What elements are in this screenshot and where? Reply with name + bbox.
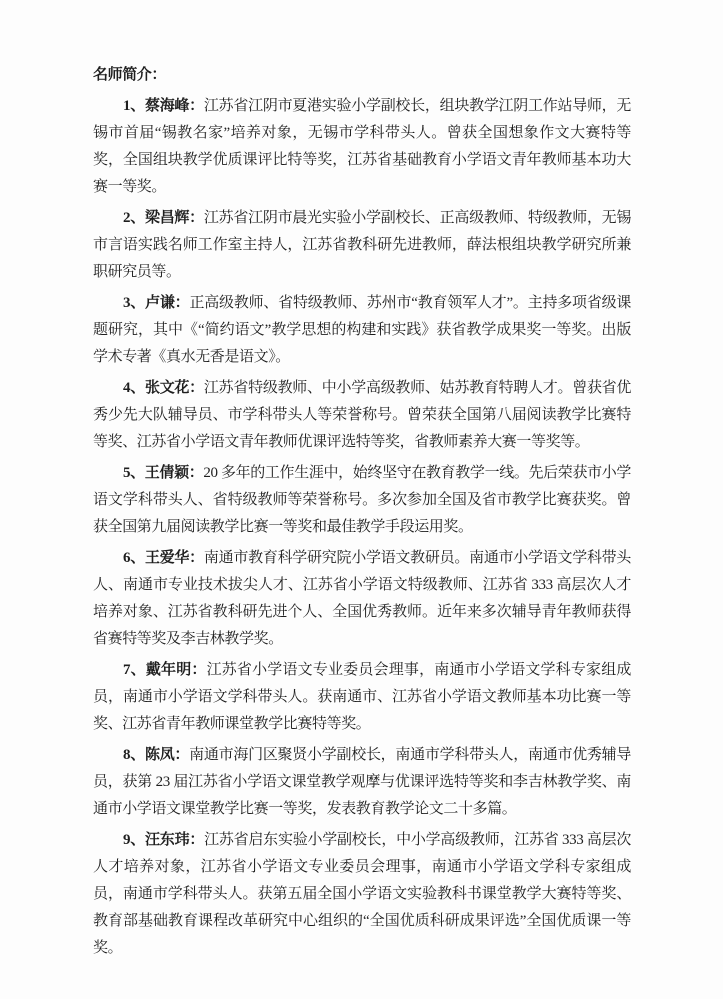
teacher-body-4: 江苏省特级教师、中小学高级教师、姑苏教育特聘人才。曾获省优秀少先大队辅导员、市学科带头人等荣誉称号。曾荣获全国第八届阅读教学比赛特等奖、江苏省小学语文青年教师优课评选特等奖，省教师素养大赛一等奖等。 bbox=[93, 380, 632, 450]
teacher-body-8: 南通市海门区聚贤小学副校长，南通市学科带头人，南通市优秀辅导员，获第 23 届江苏省小学语文课堂教学观摩与优课评选特等奖和李吉林教学奖、南通市小学语文课堂教学比赛一等奖，发表教育教学论文二十多篇。 bbox=[93, 747, 631, 817]
teacher-bio-4 bbox=[93, 375, 631, 456]
teacher-lead-3: 3、卢谦： bbox=[123, 295, 190, 311]
teacher-bio-1 bbox=[93, 93, 631, 201]
teacher-bio-9 bbox=[93, 827, 631, 962]
teacher-bio-3 bbox=[93, 290, 631, 371]
teacher-bio-7 bbox=[93, 657, 631, 738]
teacher-lead-1: 1、蔡海峰： bbox=[123, 98, 204, 114]
teacher-lead-6: 6、王爱华： bbox=[123, 550, 204, 566]
teacher-lead-4: 4、张文花： bbox=[123, 380, 204, 396]
teacher-body-9: 江苏省启东实验小学副校长，中小学高级教师，江苏省 333 高层次人才培养对象，江苏省小学语文专业委员会理事，南通市小学语文学科专家组成员，南通市学科带头人。获第五届全国小学语文实验教科书课堂教学大赛特等奖、教育部基础教育课程改革研究中心组织的“全国优质科研成果评选”全国优质课一等奖。 bbox=[93, 832, 631, 956]
teacher-body-2: 江苏省江阴市晨光实验小学副校长、正高级教师、特级教师，无锡市言语实践名师工作室主持人，江苏省教科研先进教师，薛法根组块教学研究所兼职研究员等。 bbox=[93, 210, 632, 280]
teacher-lead-8: 8、陈凤： bbox=[123, 747, 190, 763]
document-title: 名师简介： bbox=[93, 67, 167, 83]
teacher-lead-5: 5、王倩颖： bbox=[123, 465, 204, 481]
teacher-lead-7: 7、戴年明： bbox=[123, 662, 207, 678]
teacher-bio-2 bbox=[93, 205, 631, 286]
teacher-lead-2: 2、梁昌辉： bbox=[123, 210, 204, 226]
teacher-bio-6 bbox=[93, 545, 631, 653]
teacher-bio-8 bbox=[93, 742, 631, 823]
teacher-lead-9: 9、汪东玮： bbox=[123, 832, 205, 848]
teacher-body-7: 江苏省小学语文专业委员会理事，南通市小学语文学科专家组成员，南通市小学语文学科带头人。获南通市、江苏省小学语文教师基本功比赛一等奖、江苏省青年教师课堂教学比赛特等奖。 bbox=[93, 662, 631, 732]
teacher-body-1: 江苏省江阴市夏港实验小学副校长，组块教学江阴工作站导师，无锡市首届“锡教名家”培养对象，无锡市学科带头人。曾获全国想象作文大赛特等奖，全国组块教学优质课评比特等奖，江苏省基础教育小学语文青年教师基本功大赛一等奖。 bbox=[93, 98, 632, 195]
teacher-bio-5 bbox=[93, 460, 631, 541]
teacher-body-6: 南通市教育科学研究院小学语文教研员。南通市小学语文学科带头人、南通市专业技术拔尖人才、江苏省小学语文特级教师、江苏省 333 高层次人才培养对象、江苏省教科研先进个人、全国优秀教师。近年来多次辅导青年教师获得省赛特等奖及李吉林教学奖。 bbox=[93, 550, 632, 647]
teacher-body-5: 20 多年的工作生涯中，始终坚守在教育教学一线。先后荣获市小学语文学科带头人、省特级教师等荣誉称号。多次参加全国及省市教学比赛获奖。曾获全国第九届阅读教学比赛一等奖和最佳教学手段运用奖。 bbox=[93, 465, 631, 535]
teacher-body-3: 正高级教师、省特级教师、苏州市“教育领军人才”。主持多项省级课题研究，其中《“简约语文”教学思想的构建和实践》获省教学成果奖一等奖。出版学术专著《真水无香是语文》。 bbox=[93, 295, 631, 365]
